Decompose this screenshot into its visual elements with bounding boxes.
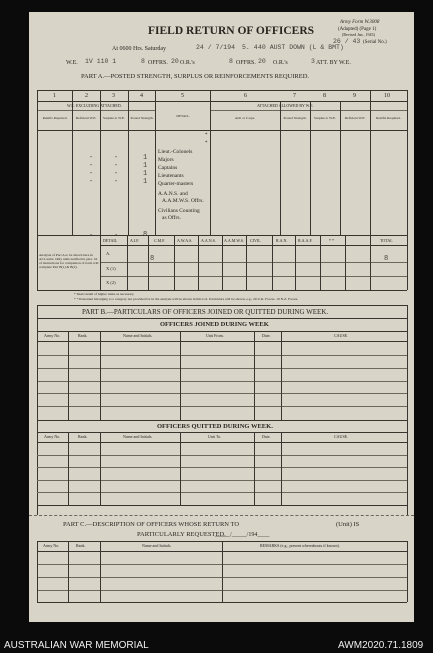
c-col-rank: Rank. xyxy=(76,543,86,548)
part-c-unit-is: (Unit) IS xyxy=(336,521,360,528)
analysis-note: Analysis of Part A to be shown here in ALL units. Only units notified in para. 16 of instructions for completion of form will complete Part B(1) & B(2). xyxy=(39,253,99,270)
header-surplus: Surplus to W.E. xyxy=(103,116,125,120)
analysis-col-cmf: C.M.F. xyxy=(154,238,166,243)
or-we-typed: 20 xyxy=(171,58,179,65)
asterisk-mark: * xyxy=(205,141,208,146)
part-c-date-blank: _____/_____/194____ xyxy=(215,532,270,538)
we-excluding-attached: W.E. EXCLUDING ATTACHED. xyxy=(67,103,122,108)
col-number-6: 6 xyxy=(244,93,247,99)
header-reinfts-required: Reinfts Required. xyxy=(42,116,68,120)
deficient-mark: - xyxy=(114,162,119,170)
deficient-mark: - xyxy=(114,178,119,186)
date-typed: 24 / 7/194 xyxy=(196,44,236,51)
offrs-label: OFFRS. xyxy=(148,60,168,66)
asterisk-mark: * xyxy=(205,133,208,138)
rank-aamws: A.A.M.W.S. Offrs. xyxy=(162,198,204,204)
footer-institution: AUSTRALIAN WAR MEMORIAL xyxy=(4,640,149,651)
part-b-title: PART B.—PARTICULARS OF OFFICERS JOINED OR QUITTED DURING WEEK. xyxy=(82,308,329,316)
footnote-1: * Insert detail of higher ranks as necessary. xyxy=(74,292,135,296)
rank-civilians: Civilians Counting xyxy=(158,208,200,214)
serial-typed: 26 / 43 xyxy=(333,38,361,45)
quitted-col-army-no: Army No. xyxy=(44,434,61,439)
header-arm-corps: Arm or Corps. xyxy=(234,116,256,120)
analysis-col-awas: A.W.A.S. xyxy=(177,238,193,243)
joined-col-name: Name and Initials. xyxy=(123,333,153,338)
attached-allowed: ATTACHED ALLOWED BY W.E. xyxy=(257,103,314,108)
we-typed: 1V 110 1 xyxy=(85,58,117,65)
analysis-row-a: A. xyxy=(106,251,111,256)
quitted-col-unit-to: Unit To. xyxy=(208,434,222,439)
posted-value: 1 xyxy=(143,162,148,170)
quitted-col-rank: Rank. xyxy=(78,434,88,439)
att-label: ATT. BY W.E. xyxy=(316,60,351,66)
or-typed-2: 20 xyxy=(258,58,266,65)
deficient-mark: - xyxy=(114,170,119,178)
or-label-2: O.R.'s xyxy=(273,60,288,66)
att-typed: 3 xyxy=(311,58,315,65)
joined-col-unit-from: Unit From. xyxy=(206,333,224,338)
analysis-row-x1: X (1) xyxy=(106,266,116,271)
analysis-col-civil: CIVIL xyxy=(250,238,261,243)
at-line: At 0600 Hrs. Saturday xyxy=(112,46,166,52)
rank-aans: A.A.N.S. and xyxy=(158,191,188,197)
posted-total: 8 xyxy=(143,231,148,239)
analysis-col-aif: A.I.F. xyxy=(130,238,140,243)
rank-lieut-colonels: Lieut.-Colonels xyxy=(158,149,193,155)
surplus-mark: - xyxy=(89,154,94,162)
analysis-col-aamws: A.A.M.W.S. xyxy=(224,238,244,243)
c-col-army-no: Army No. xyxy=(43,543,60,548)
surplus-mark: - xyxy=(89,170,94,178)
rank-majors: Majors xyxy=(158,157,174,163)
footer-accession: AWM2020.71.1809 xyxy=(338,640,424,651)
or-label: O.R.'s xyxy=(180,60,195,66)
col-number-9: 9 xyxy=(353,93,356,99)
header-deficient-2: Deficient W.E. xyxy=(344,116,366,120)
total-mark: - xyxy=(89,232,94,240)
part-c-particularly: PARTICULARLY REQUESTED. xyxy=(137,531,226,538)
joined-col-date: Date. xyxy=(262,333,271,338)
quitted-col-date: Date. xyxy=(262,434,271,439)
joined-col-army-no: Army No. xyxy=(44,333,61,338)
col-number-5: 5 xyxy=(181,93,184,99)
surplus-mark: - xyxy=(89,162,94,170)
part-c-title: PART C.—DESCRIPTION OF OFFICERS WHOSE RETURN TO xyxy=(63,521,240,528)
deficient-mark: - xyxy=(114,154,119,162)
col-number-2: 2 xyxy=(85,93,88,99)
revised-label: (Revised Jan., 1943) xyxy=(342,32,375,37)
we-label: W.E. xyxy=(66,60,78,66)
c-col-name: Name and Initials. xyxy=(142,543,172,548)
date-typed-2: 5. 4 xyxy=(242,44,258,51)
rank-captains: Captains xyxy=(158,165,178,171)
header-reinfts-required-2: Reinfts Required. xyxy=(376,116,401,120)
posted-value: 1 xyxy=(143,170,148,178)
col-number-10: 10 xyxy=(384,93,390,99)
total-mark: - xyxy=(114,232,119,240)
header-posted-strength-2: Posted Strength. xyxy=(283,116,307,120)
army-form-number: Army Form W.3008 xyxy=(340,20,380,25)
col-number-1: 1 xyxy=(53,93,56,99)
col-number-3: 3 xyxy=(112,93,115,99)
surplus-mark: - xyxy=(89,178,94,186)
analysis-total-value: 8 xyxy=(384,255,389,263)
c-col-remarks: REMARKS (e.g., present whereabouts if known). xyxy=(260,543,340,548)
analysis-col-total: TOTAL xyxy=(380,238,393,243)
analysis-col-aans: A.A.N.S. xyxy=(201,238,216,243)
analysis-col-other: * * xyxy=(329,238,334,243)
analysis-col-ran: R.A.N. xyxy=(276,238,288,243)
part-a-title: PART A.—POSTED STRENGTH, SURPLUS OR REINFORCEMENTS REQUIRED. xyxy=(81,73,310,80)
joined-title: OFFICERS JOINED DURING WEEK xyxy=(160,321,269,328)
rank-lieutenants: Lieutenants xyxy=(158,173,184,179)
footnote-2: * * Personnel belonging to a category not provided for in the analysis will be shown in this Col. Particulars will be shown, e.g., 20 U.K. Forces. 10 N.Z. Forces. xyxy=(74,297,299,301)
col-number-4: 4 xyxy=(140,93,143,99)
serial-label: (Serial No.) xyxy=(363,40,387,45)
offrs-typed-2: 8 xyxy=(229,58,233,65)
rank-as-offrs: as Offrs. xyxy=(162,215,181,221)
quitted-title: OFFICERS QUITTED DURING WEEK. xyxy=(157,423,273,430)
analysis-col-raaf: R.A.A.F. xyxy=(298,238,313,243)
posted-value: 1 xyxy=(143,178,148,186)
joined-col-rank: Rank. xyxy=(78,333,88,338)
offrs-typed: 8 xyxy=(141,58,145,65)
offrs-label-2: OFFRS. xyxy=(236,60,256,66)
form-title: FIELD RETURN OF OFFICERS xyxy=(148,25,315,37)
quitted-col-cause: CAUSE. xyxy=(334,434,349,439)
posted-value: 1 xyxy=(143,154,148,162)
analysis-aif-value: 8 xyxy=(150,255,155,263)
col-number-8: 8 xyxy=(323,93,326,99)
header-detail: DETAIL. xyxy=(176,114,190,118)
col-number-7: 7 xyxy=(293,93,296,99)
unit-typed: 40 AUST DOWN (L & BMT) xyxy=(258,44,344,51)
header-deficient: Deficient W.E. xyxy=(75,116,97,120)
fold-line xyxy=(29,515,414,516)
analysis-row-x2: X (2) xyxy=(106,280,116,285)
analysis-col-detail: DETAIL xyxy=(103,238,118,243)
rank-quartermasters: Quarter-masters xyxy=(158,181,194,187)
quitted-col-name: Name and Initials. xyxy=(123,434,153,439)
joined-col-cause: CAUSE. xyxy=(334,333,349,338)
adapted-label: (Adapted) (Page 1) xyxy=(338,27,377,32)
header-surplus-2: Surplus to W.E. xyxy=(314,116,336,120)
header-posted-strength: Posted Strength. xyxy=(130,116,154,120)
